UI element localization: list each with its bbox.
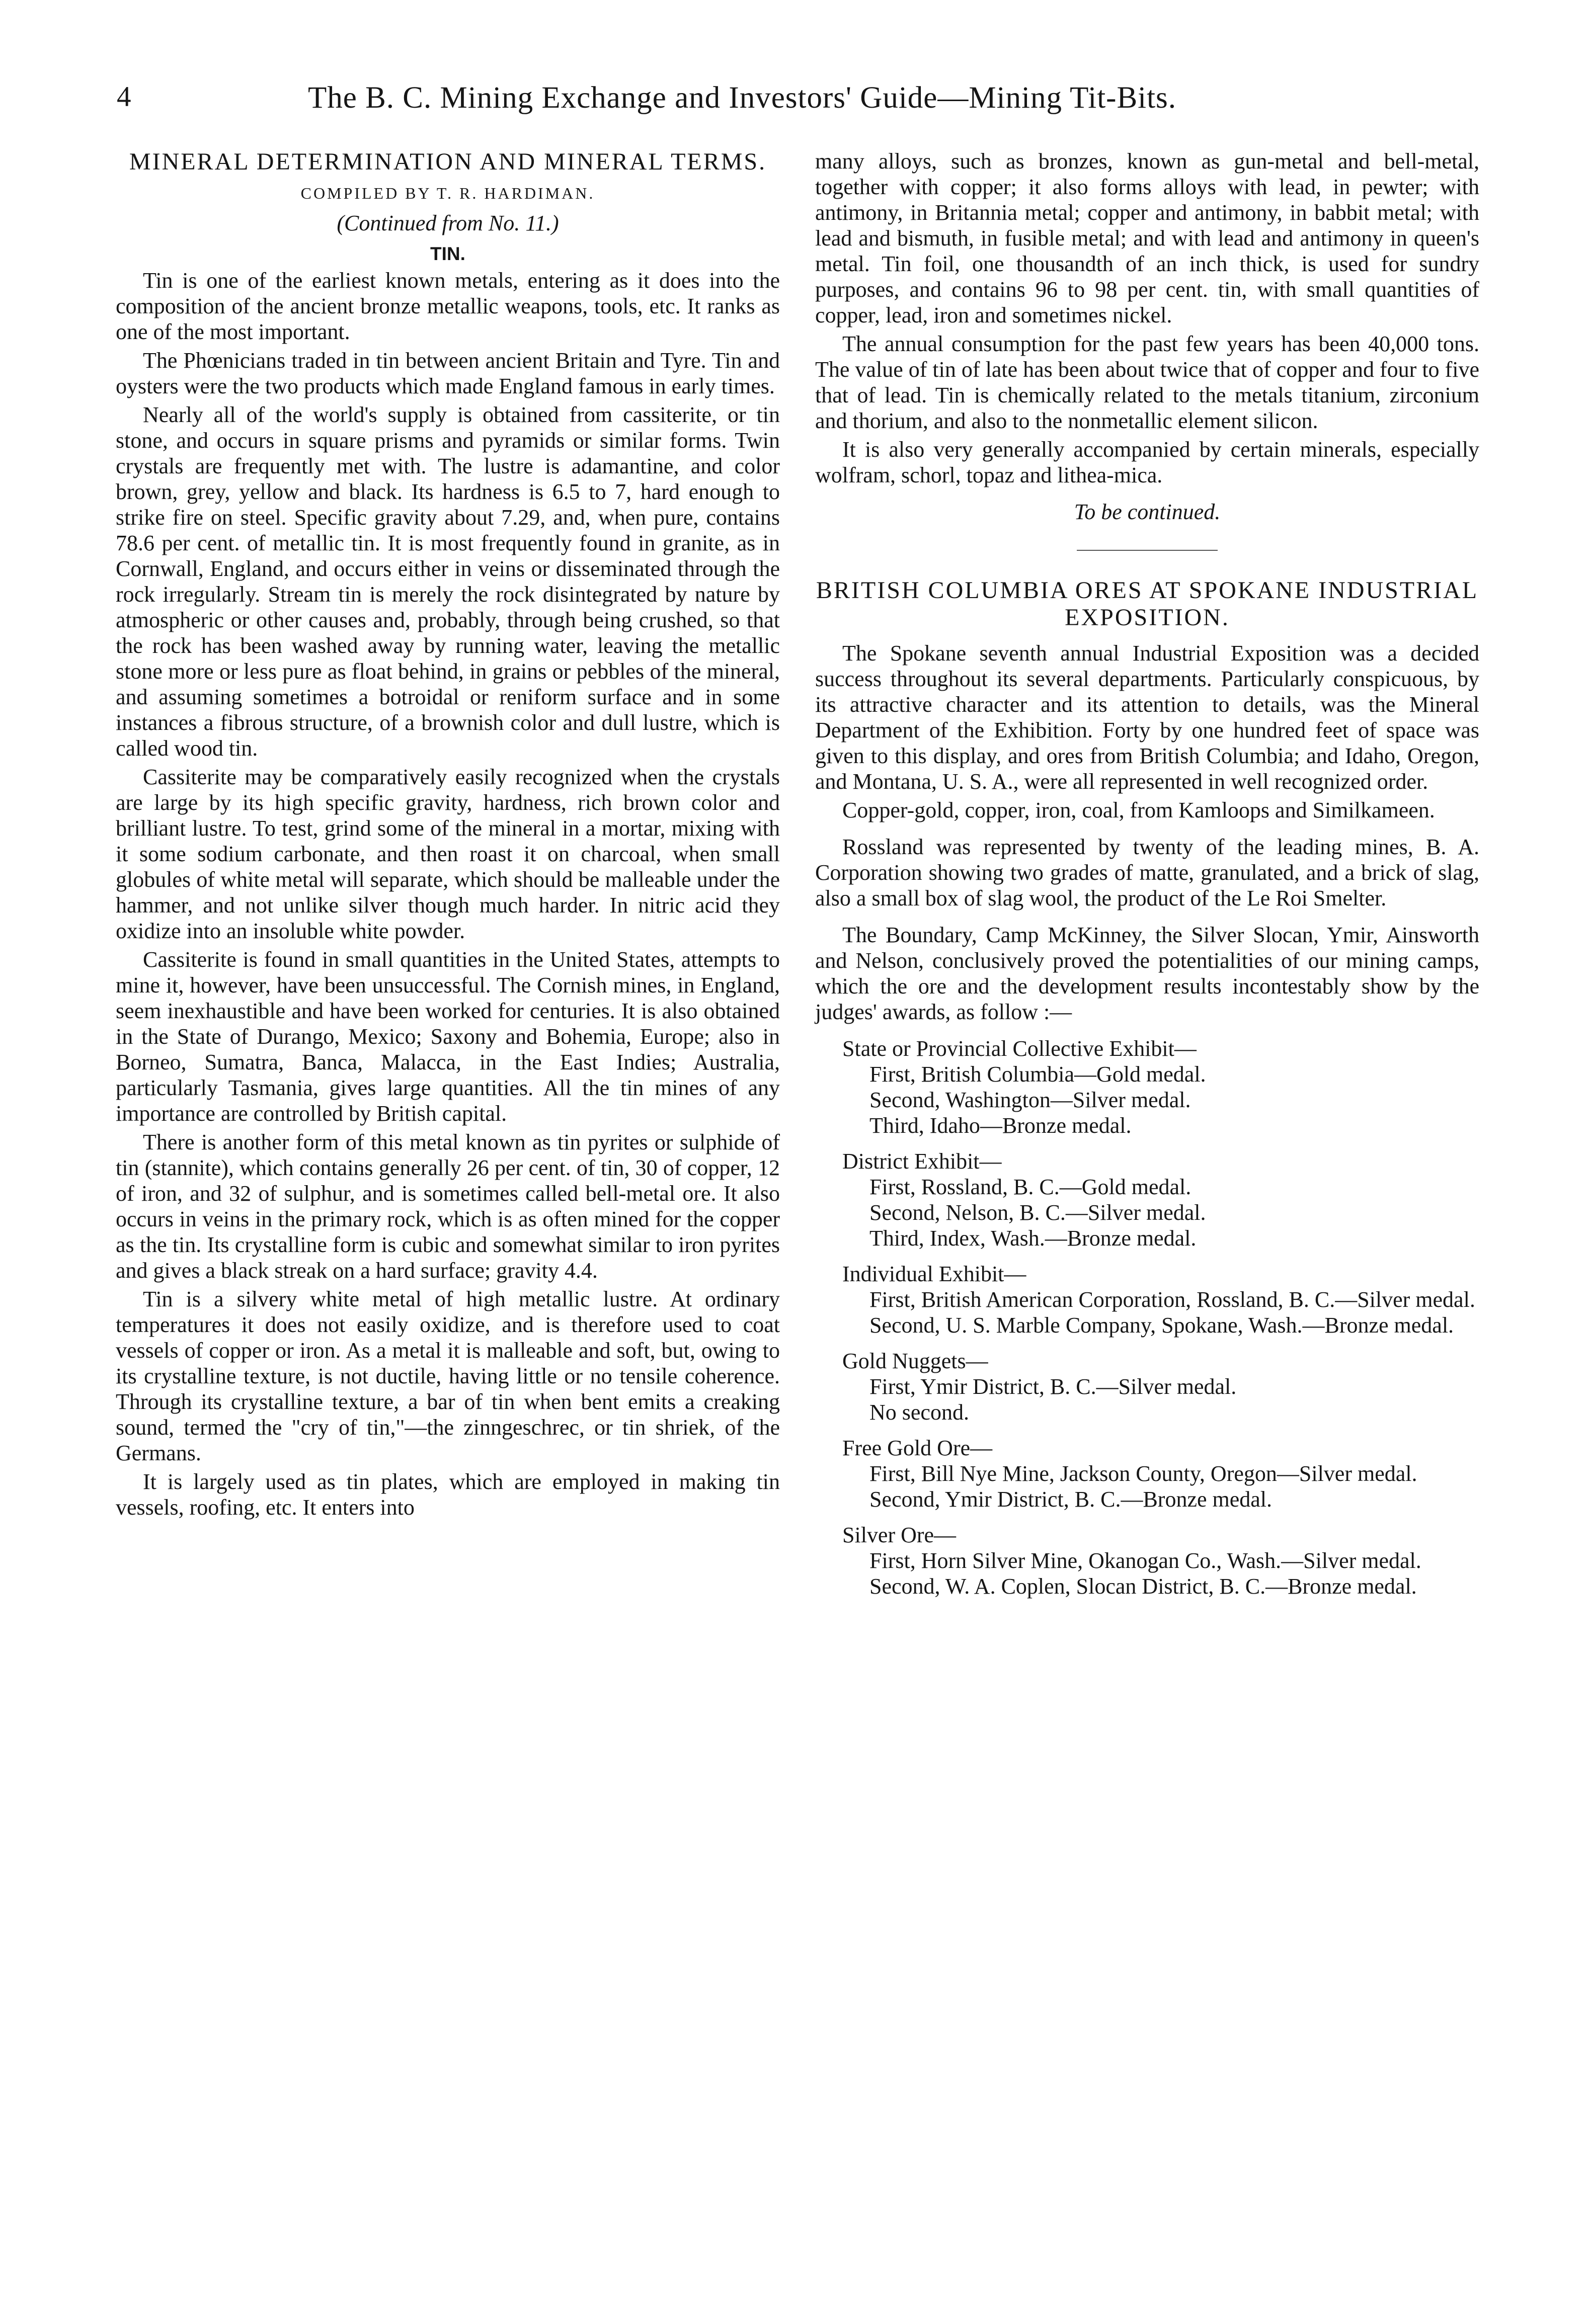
article-body — [116, 268, 780, 1520]
paragraph: Tin is one of the earliest known metals, entering as it does into the composition of the ancient bronze metallic weapons, tools, etc. It ranks as one of the most important. — [116, 268, 780, 344]
award-entry: Second, Ymir District, B. C.—Bronze medal. — [869, 1487, 1273, 1512]
article-body-2 — [815, 640, 1479, 1025]
section-subheading: TIN. — [430, 243, 465, 264]
award-category-title: Gold Nuggets— — [842, 1349, 988, 1373]
article-heading: MINERAL DETERMINATION AND MINERAL TERMS. — [129, 148, 767, 175]
award-entry: First, Rossland, B. C.—Gold medal. — [869, 1175, 1192, 1199]
award-entry: Third, Index, Wash.—Bronze medal. — [869, 1226, 1197, 1251]
award-category — [815, 1435, 1479, 1512]
award-entry: First, British Columbia—Gold medal. — [869, 1062, 1206, 1087]
paragraph: Cassiterite is found in small quantities in the United States, attempts to mine it, however, have been unsuccessful. The Cornish mines, in England, seem inexhaustible and have been worked for centuries. It is also obtained in the State of Durango, Mexico; Saxony and Bohemia, Europe; also in Borneo, Sumatra, Banca, Malacca, in the East Indies; Australia, particularly Tasmania, gives large quantities. All the tin mines of any importance are controlled by British capital. — [116, 947, 780, 1126]
paragraph: Tin is a silvery white metal of high metallic lustre. At ordinary temperatures it does not easily oxidize, and is therefore used to coat vessels of copper or iron. As a metal it is malleable and soft, but, owing to its crystalline texture, is not ductile, having little or no tensile coherence. Through its crystalline texture, a bar of tin when bent emits a creaking sound, termed the "cry of tin,"—the zinngeschrec, or tin shriek, of the Germans. — [116, 1287, 780, 1465]
right-column — [815, 148, 1479, 1609]
award-entry: Third, Idaho—Bronze medal. — [869, 1113, 1132, 1138]
article-heading-2: BRITISH COLUMBIA ORES AT SPOKANE INDUSTRIAL EXPOSITION. — [816, 577, 1479, 631]
award-category-title: Free Gold Ore— — [842, 1436, 993, 1460]
award-category-title: State or Provincial Collective Exhibit— — [842, 1036, 1197, 1061]
paragraph: The Spokane seventh annual Industrial Exposition was a decided success throughout its several departments. Particularly conspicuous, by its attractive character and its attention to details, was the Mineral Department of the Exhibition. Forty by one hundred feet of space was given to this display, and ores from British Columbia; and Idaho, Oregon, and Montana, U. S. A., were all represented in well recognized order. — [815, 641, 1479, 794]
paragraph: It is largely used as tin plates, which are employed in making tin vessels, roofing, etc. It enters into — [116, 1469, 780, 1520]
paragraph: Cassiterite may be comparatively easily recognized when the crystals are large by its high specific gravity, hardness, rich brown color and brilliant lustre. To test, grind some of the mineral in a mortar, mixing with it some sodium carbonate, and then roast it on charcoal, when small globules of white metal will separate, which should be malleable under the hammer, and not unlike silver though much harder. In nitric acid they oxidize into an insoluble white powder. — [116, 765, 780, 943]
award-entry: Second, W. A. Coplen, Slocan District, B. C.—Bronze medal. — [869, 1574, 1417, 1599]
paragraph: Copper-gold, copper, iron, coal, from Kamloops and Similkameen. — [842, 798, 1435, 822]
paragraph: There is another form of this metal known as tin pyrites or sulphide of tin (stannite), which contains generally 26 per cent. of tin, 30 of copper, 12 of iron, and 32 of sulphur, and is sometimes called bell-metal ore. It also occurs in veins in the primary rock, which is as often mined for the copper as the tin. Its crystalline form is cubic and somewhat similar to iron pyrites and gives a black streak on a hard surface; gravity 4.4. — [116, 1130, 780, 1283]
award-category-title: District Exhibit— — [842, 1149, 1002, 1174]
award-entry: First, Ymir District, B. C.—Silver medal. — [869, 1374, 1237, 1399]
award-entry: First, Horn Silver Mine, Okanogan Co., Wash.—Silver medal. — [869, 1548, 1421, 1573]
left-column — [116, 148, 780, 1523]
paragraph: Rossland was represented by twenty of the leading mines, B. A. Corporation showing two grades of matte, granulated, and a brick of slag, also a small box of slag wool, the product of the Le Roi Smelter. — [815, 835, 1479, 910]
paragraph: Nearly all of the world's supply is obtained from cassiterite, or tin stone, and occurs in square prisms and pyramids or similar forms. Twin crystals are frequently met with. The lustre is adamantine, and color brown, grey, yellow and black. Its hardness is 6.5 to 7, hard enough to strike fire on steel. Specific gravity about 7.29, and, when pure, contains 78.6 per cent. of metallic tin. It is most frequently found in granite, as in Cornwall, England, and occurs either in veins or disseminated through the rock irregularly. Stream tin is merely the rock disintegrated by nature by atmospheric or other causes and, probably, through being crushed, so that the rock has been washed away by running water, leaving the metallic stone more or less pure as float behind, in grains or pebbles of the mineral, and assuming sometimes a botroidal or reniform surface and in some instances a fibrous structure, of a brownish color and dull lustre, which is called wood tin. — [116, 402, 780, 761]
continued-note: (Continued from No. 11.) — [337, 211, 559, 235]
award-category — [815, 1148, 1479, 1251]
award-entry: First, British American Corporation, Rossland, B. C.—Silver medal. — [869, 1287, 1475, 1312]
running-title: The B. C. Mining Exchange and Investors' Guide—Mining Tit-Bits. — [308, 81, 1177, 115]
award-entry: Second, Nelson, B. C.—Silver medal. — [869, 1200, 1206, 1225]
award-entry: First, Bill Nye Mine, Jackson County, Oregon—Silver medal. — [869, 1461, 1417, 1486]
awards-list — [815, 1036, 1479, 1599]
award-entry: Second, U. S. Marble Company, Spokane, Wash.—Bronze medal. — [869, 1313, 1454, 1338]
award-entry: Second, Washington—Silver medal. — [869, 1088, 1191, 1112]
award-entry: No second. — [869, 1400, 969, 1425]
award-category — [815, 1522, 1479, 1599]
award-category — [815, 1348, 1479, 1425]
award-category-title: Silver Ore— — [842, 1523, 957, 1547]
to-be-continued-note: To be continued. — [1074, 500, 1221, 524]
article-continuation — [815, 148, 1479, 488]
paragraph: The Phœnicians traded in tin between ancient Britain and Tyre. Tin and oysters were the two products which made England famous in early times. — [116, 348, 780, 398]
page-header — [0, 80, 1588, 126]
paragraph: It is also very generally accompanied by certain minerals, especially wolfram, schorl, topaz and lithea-mica. — [815, 437, 1479, 487]
section-divider — [1077, 550, 1218, 551]
paragraph: many alloys, such as bronzes, known as gun-metal and bell-metal, together with copper; it also forms alloys with lead, in pewter; with antimony, in Britannia metal; copper and antimony, in babbit metal; with lead and bismuth, in fusible metal; and with lead and antimony in queen's metal. Tin foil, one thousandth of an inch thick, is used for sundry purposes, and contains 96 to 98 per cent. tin, with small quantities of copper, lead, iron and sometimes nickel. — [815, 149, 1479, 327]
paragraph: The Boundary, Camp McKinney, the Silver Slocan, Ymir, Ainsworth and Nelson, conclusively proved the potentialities of our mining camps, which the ore and the development results incontestably show by the judges' awards, as follow :— — [815, 923, 1479, 1024]
byline: COMPILED BY T. R. HARDIMAN. — [300, 184, 595, 202]
award-category — [815, 1036, 1479, 1138]
award-category — [815, 1261, 1479, 1338]
award-category-title: Individual Exhibit— — [842, 1262, 1026, 1286]
page-number: 4 — [117, 81, 131, 113]
paragraph: The annual consumption for the past few years has been 40,000 tons. The value of tin of late has been about twice that of copper and four to five that of lead. Tin is chemically related to the metals titanium, zirconium and thorium, and also to the nonmetallic element silicon. — [815, 331, 1479, 433]
